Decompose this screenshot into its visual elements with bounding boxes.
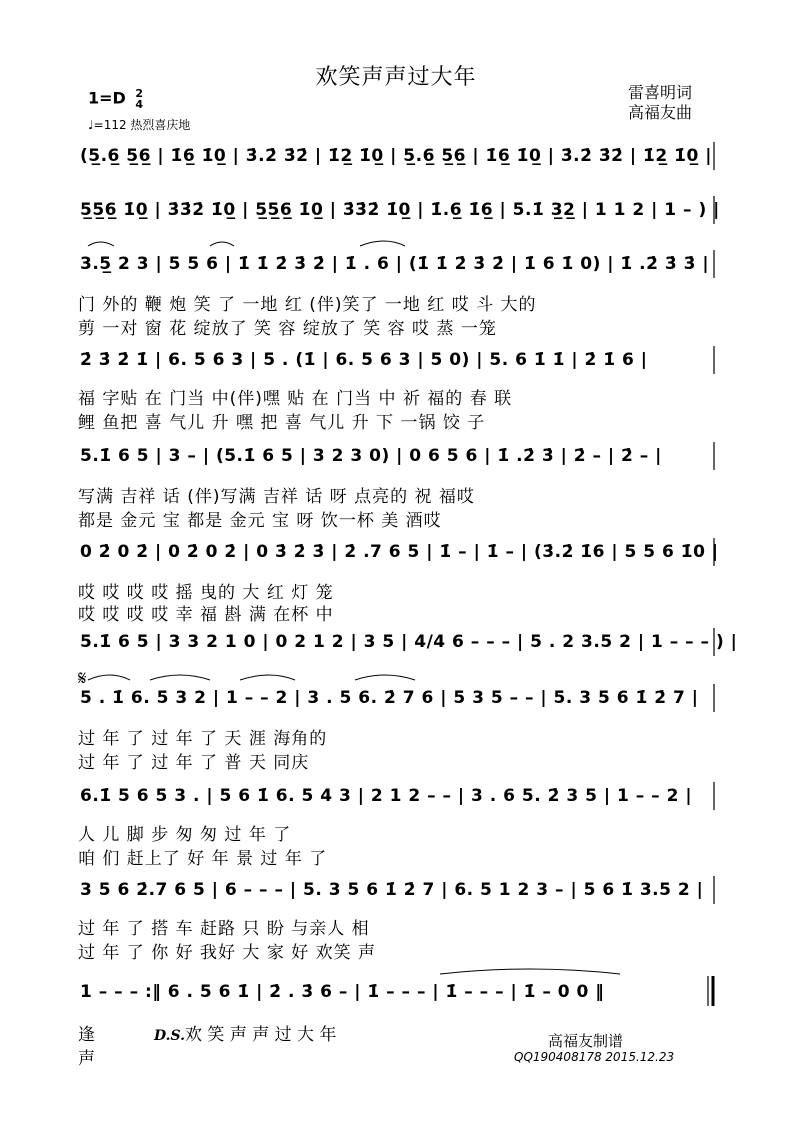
lyric-line-5a: 写满 吉祥 话 (伴)写满 吉祥 话 呀 点亮的 祝 福哎 — [78, 487, 475, 507]
notation-line-6: 0 2̇ 0 2̇ | 0 2̇ 0 2̇ | 0 3̇ 2̇ 3̇ | 2̇ .7 6 5 | 1̇ – | 1̇ – | (3̇.2̇ 1̇6 | 5 5 6 1̇0 | — [80, 542, 719, 562]
lyric-line-10b: 过 年 了 你 好 我好 大 家 好 欢笑 声 — [78, 943, 377, 963]
lyric-line-11b: 声 — [78, 1049, 96, 1069]
composer-credit: 高福友曲 — [628, 103, 693, 122]
lyric-line-10a: 过 年 了 搭 车 赶路 只 盼 与亲人 相 — [78, 919, 370, 939]
slur — [88, 242, 114, 246]
notation-line-11: 1 – – – :‖ 6 . 5 6 1̇ | 2̇ . 3̇ 6 – | 1̇ – – – | 1̇ – – – | 1̇ – 0 0 ‖ — [80, 982, 605, 1002]
key-label: 1=D — [88, 88, 126, 108]
notation-line-4: 2̇ 3̇ 2̇ 1̇ | 6. 5 6 3 | 5 . (1̇ | 6. 5 6 3 | 5 0) | 5. 6 1̇ 1̇ | 2̇ 1̇ 6 | — [80, 350, 648, 370]
slur — [240, 675, 295, 680]
segno-sign: 𝄋 — [78, 666, 87, 690]
lyric-line-4b: 鲤 鱼把 喜 气儿 升 嘿 把 喜 气儿 升 下 一锅 饺 子 — [78, 413, 486, 433]
lyric-line-6b: 哎 哎 哎 哎 幸 福 斟 满 在杯 中 — [78, 605, 334, 625]
slur — [210, 242, 234, 246]
notation-line-3: 3.5̲ 2 3 | 5 5 6 | 1̇ 1̇ 2̇ 3̇ 2̇ | 1̇ . 6 | (1̇ 1̇ 2̇ 3̇ 2̇ | 1̇ 6 1̇ 0) | 1̇ .2̇ 3̇ 3̇ | — [80, 254, 710, 274]
lyricist-credit: 雷喜明词 — [628, 83, 693, 102]
slur — [360, 241, 405, 246]
lyric-line-3b: 剪 一对 窗 花 绽放了 笑 容 绽放了 笑 容 哎 蒸 一笼 — [78, 319, 497, 339]
lyric-line-5b: 都是 金元 宝 都是 金元 宝 呀 饮一杯 美 酒哎 — [78, 511, 442, 531]
notation-line-2: 5̲5̲6̲ 1̇0̲ | 3̇3̇2̇ 1̇0̲ | 5̲5̲6̲ 1̇0̲ | 3̇3̇2̇ 1̇0̲ | 1̇.6̲ 1̇6̲ | 5.1̇ 3̲2̲ | 1 1 2 | 1 – ) | — [80, 200, 720, 220]
lyric-line-4a: 福 字贴 在 门当 中(伴)嘿 贴 在 门当 中 祈 福的 春 联 — [78, 389, 513, 409]
lyric-line-9a: 人 儿 脚 步 匆 匆 过 年 了 — [78, 825, 292, 845]
notation-line-7: 5.1̇ 6 5 | 3 3 2 1 0 | 0 2 1 2 | 3 5 | 4/4 6 – – – | 5 . 2 3.5 2 | 1 – – – ) | — [80, 632, 738, 652]
slur — [88, 675, 130, 680]
ds-lyric: 欢 笑 声 声 过 大 年 — [185, 1025, 337, 1045]
slur — [150, 675, 210, 680]
time-bottom: 4 — [135, 98, 144, 111]
time-top: 2 — [135, 87, 144, 100]
notation-line-9: 6.1̇ 5 6 5 3 . | 5 6 1̇ 6. 5 4 3 | 2 1 2 – – | 3 . 6 5. 2̇ 3 5 | 1 – – 2 | — [80, 786, 693, 806]
song-title: 欢笑声声过大年 — [315, 65, 477, 90]
lyric-line-8b: 过 年 了 过 年 了 普 天 同庆 — [78, 753, 310, 773]
tempo-marking: ♩=112 热烈喜庆地 — [88, 118, 191, 132]
contact-info: QQ190408178 2015.12.23 — [514, 1050, 675, 1064]
lyric-line-11a: 逢 — [78, 1025, 96, 1045]
slur — [355, 675, 415, 680]
lyric-line-9b: 咱 们 赶上了 好 年 景 过 年 了 — [78, 849, 328, 869]
lyric-line-8a: 过 年 了 过 年 了 天 涯 海角的 — [78, 729, 328, 749]
lyric-line-6a: 哎 哎 哎 哎 摇 曳的 大 红 灯 笼 — [78, 583, 334, 603]
ds-label: D.S. — [154, 1028, 186, 1044]
arranger-credit: 高福友制谱 — [548, 1032, 624, 1050]
notation-line-1: (5̲.6̲ 5̲6̲ | 1̇6̲ 1̇0̲ | 3̇.2̇ 3̇2̇ | 1̇2̲ 1̇0̲ | 5̲.6̲ 5̲6̲ | 1̇6̲ 1̇0̲ | 3̇.2̇ 3̇2̇ | 1̇2̲ 1̇0̲ | — [80, 146, 712, 166]
tie — [440, 969, 620, 974]
lyric-line-3a: 门 外的 鞭 炮 笑 了 一地 红 (伴)笑了 一地 红 哎 斗 大的 — [78, 295, 537, 315]
notation-line-8: 5 . 1̇ 6. 5 3 2 | 1 – – 2 | 3 . 5 6. 2̇ 7 6 | 5 3 5 – – | 5. 3 5 6 1̇ 2̇ 7 | — [80, 688, 699, 708]
notation-line-5: 5.1̇ 6 5 | 3 – | (5.1̇ 6 5 | 3 2 3 0) | 0 6 5 6 | 1̇ .2̇ 3̇ | 2̇ – | 2̇ – | — [80, 446, 662, 466]
notation-line-10: 3 5 6 2̇.7 6 5 | 6 – – – | 5. 3 5 6 1̇ 2̇ 7 | 6. 5 1 2 3 – | 5 6 1̇ 3.5 2 | — [80, 880, 704, 900]
